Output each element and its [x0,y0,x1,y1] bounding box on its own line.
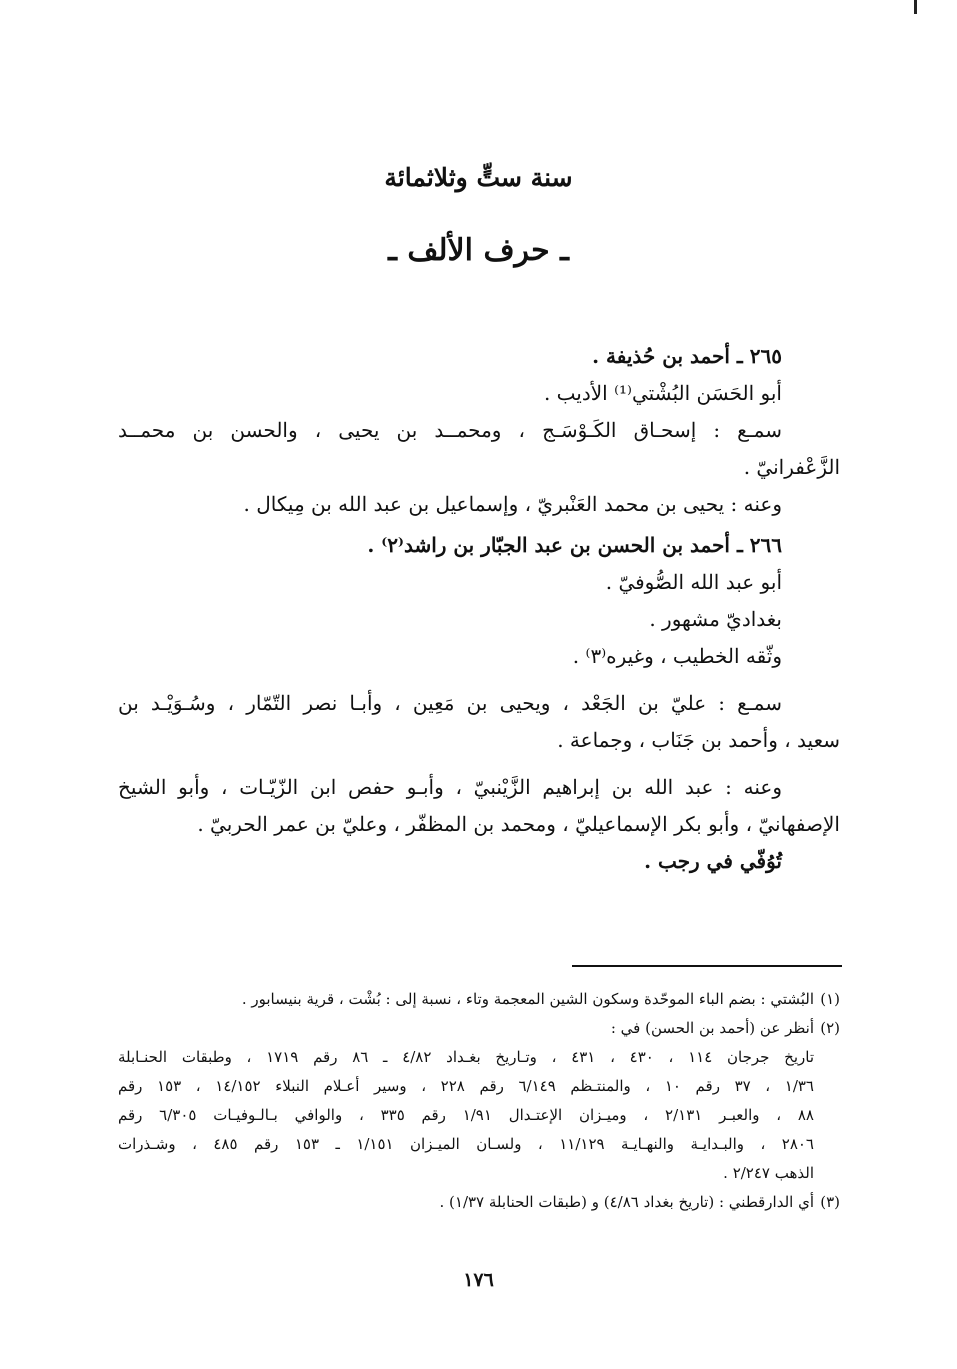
footnote-number: (١) [820,990,840,1008]
entry-line: الزَّعْفرانيّ . [743,455,840,479]
footnotes [118,985,840,1217]
footnote-text: ٢٨٠٦ ، والبـدايـة والنهـايـة ١١/١٢٩ ، ولسـان الميـزان ١/١٥١ ـ ١٥٣ رقم ٤٨٥ ، وشـذرات [118,1135,814,1153]
entry-line: سعيد ، وأحمد بن جَنَاب ، وجماعة . [557,728,840,752]
entry-line: وعنه : يحيى بن محمد العَنْبريّ ، وإسماعيل بن عبد الله بن مِيكال . [243,492,782,516]
entry-line: بغداديّ مشهور . [649,607,782,631]
year-heading: سنة ستٍّ وثلاثمائة [384,163,573,192]
footnote-text: الذهب ٢/٢٤٧ . [723,1164,814,1182]
footnote-2 [118,1014,840,1043]
entry-line: أبو عبد الله الصُّوفيّ . [605,570,782,594]
entry-title: ٢٦٦ ـ أحمد بن الحسن بن عبد الجبّار بن راشد⁽٢⁾ . [367,533,782,557]
scan-mark [914,0,917,14]
entry-line: وعنه : عبد الله بن إبراهيم الزَّيْنبيّ ، وأبـو حفص ابن الزّيّـات ، وأبو الشيخ [118,775,782,799]
footnote-separator [572,965,842,967]
footnote-3 [118,1188,840,1217]
footnote-number: (٢) [820,1019,840,1037]
section-heading: ـ حرف الألف ـ [388,233,569,268]
entry-line: وثّقه الخطيب ، وغيره⁽٣⁾ . [572,644,782,668]
entry-line: تُوُفّي في رجب . [644,849,782,873]
entry-line: أبو الحَسَن البُشْتي⁽¹⁾ الأديب . [543,381,782,405]
footnote-text: ٨٨ ، والعبـر ٢/١٣١ ، وميـزان الإعتـدال ١/٩١ رقم ٣٣٥ ، والوافي بـالـوفيـات ٦/٣٠٥ رقم [118,1106,814,1124]
footnote-text: ١/٣٦ ، ٣٧ رقم ١٠ ، والمنتـظم ٦/١٤٩ رقم ٢٢٨ ، وسير أعـلام النبلاء ١٤/١٥٢ ، ١٥٣ رقم [118,1077,814,1095]
footnote-1 [118,985,840,1014]
entry-title: ٢٦٥ ـ أحمد بن حُذيفة . [592,344,782,368]
footnote-text: أي الدارقطني : (تاريخ بغداد ٤/٨٦) و (طبقات الحنابلة ١/٣٧) . [439,1193,814,1211]
entry-line: سمـع : إسحـاق الكَـوْسَـج ، ومحمــد بن يحيى ، والحسن بن محمــد [118,418,782,442]
footnote-text: تاريخ جرجان ١١٤ ، ٤٣٠ ، ٤٣١ ، وتـاريخ بغـداد ٤/٨٢ ـ ٨٦ رقم ١٧١٩ ، وطبقات الحنـابلة [118,1048,814,1066]
entry-line: الإصفهانيّ ، وأبو بكر الإسماعيليّ ، ومحمد بن المظفّر ، وعليّ بن عمر الحربيّ . [197,812,840,836]
page-number: ١٧٦ [463,1269,494,1291]
footnote-number: (٣) [820,1193,840,1211]
footnote-text: أنظر عن (أحمد بن الحسن) في : [610,1019,814,1037]
footnote-text: البُشتي : بضم الباء الموحّدة وسكون الشين المعجمة وتاء ، نسبة إلى : بُشْت ، قرية بنيسابور . [241,990,814,1008]
entry-line: سمـع : عليّ بن الجَعْد ، ويحيى بن مَعِين ، وأبـا نصر التّمّار ، وسُـوَيْـد بن [118,691,782,715]
main-text [118,338,840,880]
